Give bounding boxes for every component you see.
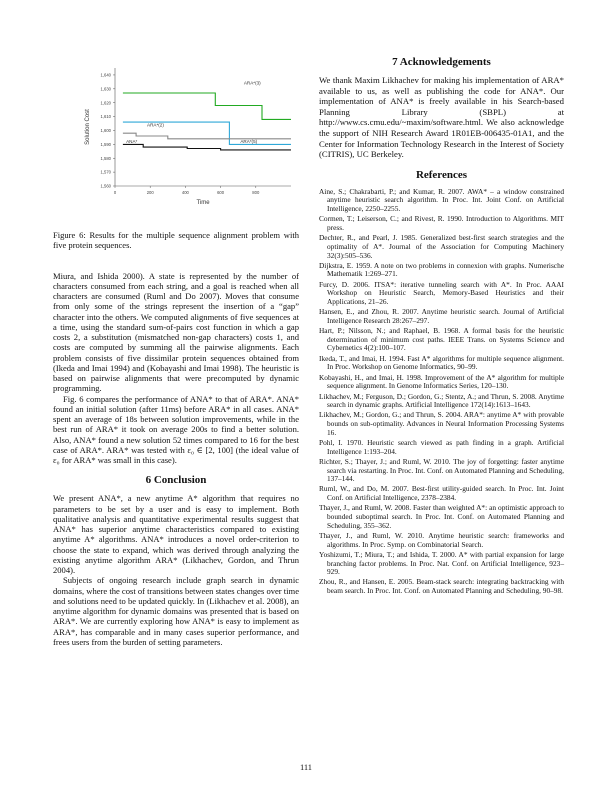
reference-item: Likhachev, M.; Ferguson, D.; Gordon, G.; Stentz, A.; and Thrun, S. 2008. Anytime search in dynamic graphs. Artificial Intelligence 172(14):1613–1643. xyxy=(319,391,564,410)
reference-item: Thayer, J., and Ruml, W. 2010. Anytime heuristic search: frameworks and algorithms. In Proc. Symp. on Combinatorial Search. xyxy=(319,530,564,549)
reference-item: Thayer, J., and Ruml, W. 2008. Faster than weighted A*: an optimistic approach to bounded suboptimal search. In Proc. Int. Conf. on Automated Planning and Scheduling, 355–362. xyxy=(319,503,564,530)
conclusion-paragraph: We present ANA*, a new anytime A* algorithm that requires no parameters to be set by a user and is easy to implement. Both qualitative analysis and quantitative experimental results suggest that ANA* has superior anytime characteristics compared to existing anytime A* algorithms. ANA* introduces a novel order-criterion to choose the state to expand, which was derived through analyzing the existing anytime algorithm ARA* (Likhachev, Gordon, and Thrun 2004). xyxy=(53,493,299,575)
y-tick-label: 1,590 xyxy=(100,141,111,147)
series-annotation: ARA*(5) xyxy=(240,138,258,144)
left-column xyxy=(53,56,299,647)
reference-item: Pohl, I. 1970. Heuristic search viewed as path finding in a graph. Artificial Intelligence 1:193–204. xyxy=(319,438,564,456)
section-title-acknowledgements: 7 Acknowledgements xyxy=(392,56,491,68)
acknowledgements-text: We thank Maxim Likhachev for making his implementation of ARA* available to us, as well as publishing the code for ANA*. Our implementation of ANA* is freely available in his Search-based Planning Library (SBPL) at http://www.cs.cmu.edu/~maxim/software.html. We also acknowledge the support of NIH Research Award 1R01EB-006435-01A1, and the Center for Information Technology Research in the Interest of Society (CITRIS), UC Berkeley. xyxy=(319,75,564,160)
x-tick-label: 600 xyxy=(217,190,225,195)
reference-item: Ruml, W., and Do, M. 2007. Best-first utility-guided search. In Proc. Int. Joint Conf. on Artificial Intelligence, 2378–2384. xyxy=(319,484,564,503)
y-tick-label: 1,570 xyxy=(100,169,111,175)
reference-item: Richter, S.; Thayer, J.; and Ruml, W. 2010. The joy of forgetting: faster anytime search via restarting. In Proc. Int. Conf. on Automated Planning and Scheduling, 137–144. xyxy=(319,456,564,484)
series-line xyxy=(123,144,291,150)
right-column xyxy=(319,56,564,597)
body-paragraph: Fig. 6 compares the performance of ANA* to that of ARA*. ANA* found an initial solution (after 11ms) before ARA* in all cases. ANA* spent an average of 18s between solution improvements, while in the best run of ARA* it took on average 200s to find a better solution. Also, ANA* found a new solution 52 times compared to 16 for the best case of ARA*. ARA* was tested with ε₀ ∈ [2, 100] (the ideal value of ε₀ for ARA* was small in this case). xyxy=(53,393,299,465)
y-axis-label: Solution Cost xyxy=(85,109,91,145)
y-tick-label: 1,610 xyxy=(100,114,111,120)
reference-item: Aine, S.; Chakrabarti, P.; and Kumar, R. 2007. AWA* – a window constrained anytime heuristic search algorithm. In Proc. Int. Joint Conf. on Artificial Intelligence, 2250–2255. xyxy=(319,186,564,214)
reference-item: Yoshizumi, T.; Miura, T.; and Ishida, T. 2000. A* with partial expansion for large branching factor problems. In Proc. Nat. Conf. on Artificial Intelligence, 923–929. xyxy=(319,549,564,577)
series-annotation: ANA* xyxy=(126,138,138,144)
page-number: 111 xyxy=(299,762,313,772)
reference-item: Hart, P.; Nilsson, N.; and Raphael, B. 1968. A formal basis for the heuristic determination of minimum cost paths. IEEE Trans. on Systems Science and Cybernetics 4(2):100–107. xyxy=(319,326,564,353)
reference-item: Ikeda, T., and Imai, H. 1994. Fast A* algorithms for multiple sequence alignment. In Proc. Workshop on Genome Informatics, 90–99. xyxy=(319,353,564,372)
reference-item: Furcy, D. 2006. ITSA*: iterative tunneling search with A*. In Proc. AAAI Workshop on Heuristic Search, Memory-Based Heuristics and their Applications, 21–26. xyxy=(319,279,564,306)
reference-list xyxy=(319,188,564,596)
x-axis-label: Time xyxy=(196,200,210,206)
section-title-references: References xyxy=(415,168,468,181)
y-tick-label: 1,580 xyxy=(100,155,111,161)
chart-svg xyxy=(53,56,299,226)
x-tick-label: 400 xyxy=(181,190,189,195)
y-tick-label: 1,620 xyxy=(100,100,111,106)
series-line xyxy=(123,133,291,139)
body-paragraph: Miura, and Ishida 2000). A state is represented by the number of characters consumed from each string, and a goal is reached when all characters are consumed (Ruml and Do 2007). Moves that consume from only some of the strings represent the insertion of a “gap” character into the others. We computed alignments of five sequences at a time, using the standard sum-of-pairs cost function in which a gap costs 2, a substitution (mismatched non-gap characters) costs 1, and costs are computed by summing all the pairwise alignments. Each problem consists of five dissimilar protein sequences obtained from (Ikeda and Imai 1994) and (Kobayashi and Imai 1998). The heuristic is based on pairwise alignments that were precomputed by dynamic programming. xyxy=(53,270,299,394)
series-annotation: ARA*(2) xyxy=(147,122,164,128)
y-tick-label: 1,630 xyxy=(100,86,111,92)
reference-item: Hansen, E., and Zhou, R. 2007. Anytime heuristic search. Journal of Artificial Intelligence Research 28:267–297. xyxy=(319,307,564,325)
figure-caption: Figure 6: Results for the multiple sequence alignment problem with five protein sequences. xyxy=(53,230,299,251)
reference-item: Cormen, T.; Leiserson, C.; and Rivest, R. 1990. Introduction to Algorithms. MIT press. xyxy=(319,214,564,232)
series-annotation: ARA*(3) xyxy=(243,80,261,86)
x-tick-label: 200 xyxy=(146,190,154,195)
y-tick-label: 1,560 xyxy=(100,183,111,189)
y-tick-label: 1,600 xyxy=(100,128,111,134)
reference-item: Kobayashi, H., and Imai, H. 1998. Improvement of the A* algorithm for multiple sequence alignment. In Genome Informatics Series, 120–130. xyxy=(319,372,564,391)
figure-6-chart xyxy=(53,56,299,226)
series-line xyxy=(123,93,291,119)
y-tick-label: 1,640 xyxy=(100,72,111,78)
reference-item: Dechter, R., and Pearl, J. 1985. Generalized best-first search strategies and the optimality of A*. Journal of the Association for Computing Machinery 32(3):505–536. xyxy=(319,233,564,260)
reference-item: Dijkstra, E. 1959. A note on two problems in connexion with graphs. Numerische Mathematik 1:269–271. xyxy=(319,260,564,279)
x-tick-label: 800 xyxy=(252,190,260,195)
conclusion-paragraph: Subjects of ongoing research include graph search in dynamic domains, where the cost of transitions between states changes over time and solutions need to be updated quickly. In (Likhachev et al. 2008), an anytime algorithm for dynamic domains was presented that is based on ARA*. We are currently exploring how ANA* is easy to implement as ARA*, has comparable and in many cases superior performance, and frees users from the burden of setting parameters. xyxy=(53,575,299,647)
x-tick-label: 0 xyxy=(113,190,117,195)
reference-item: Zhou, R., and Hansen, E. 2005. Beam-stack search: integrating backtracking with beam search. In Proc. Int. Conf. on Automated Planning and Scheduling, 90–98. xyxy=(319,577,564,596)
reference-item: Likhachev, M.; Gordon, G.; and Thrun, S. 2004. ARA*: anytime A* with provable bounds on sub-optimality. Advances in Neural Information Processing Systems 16. xyxy=(319,410,564,437)
section-title-conclusion: 6 Conclusion xyxy=(145,474,207,487)
